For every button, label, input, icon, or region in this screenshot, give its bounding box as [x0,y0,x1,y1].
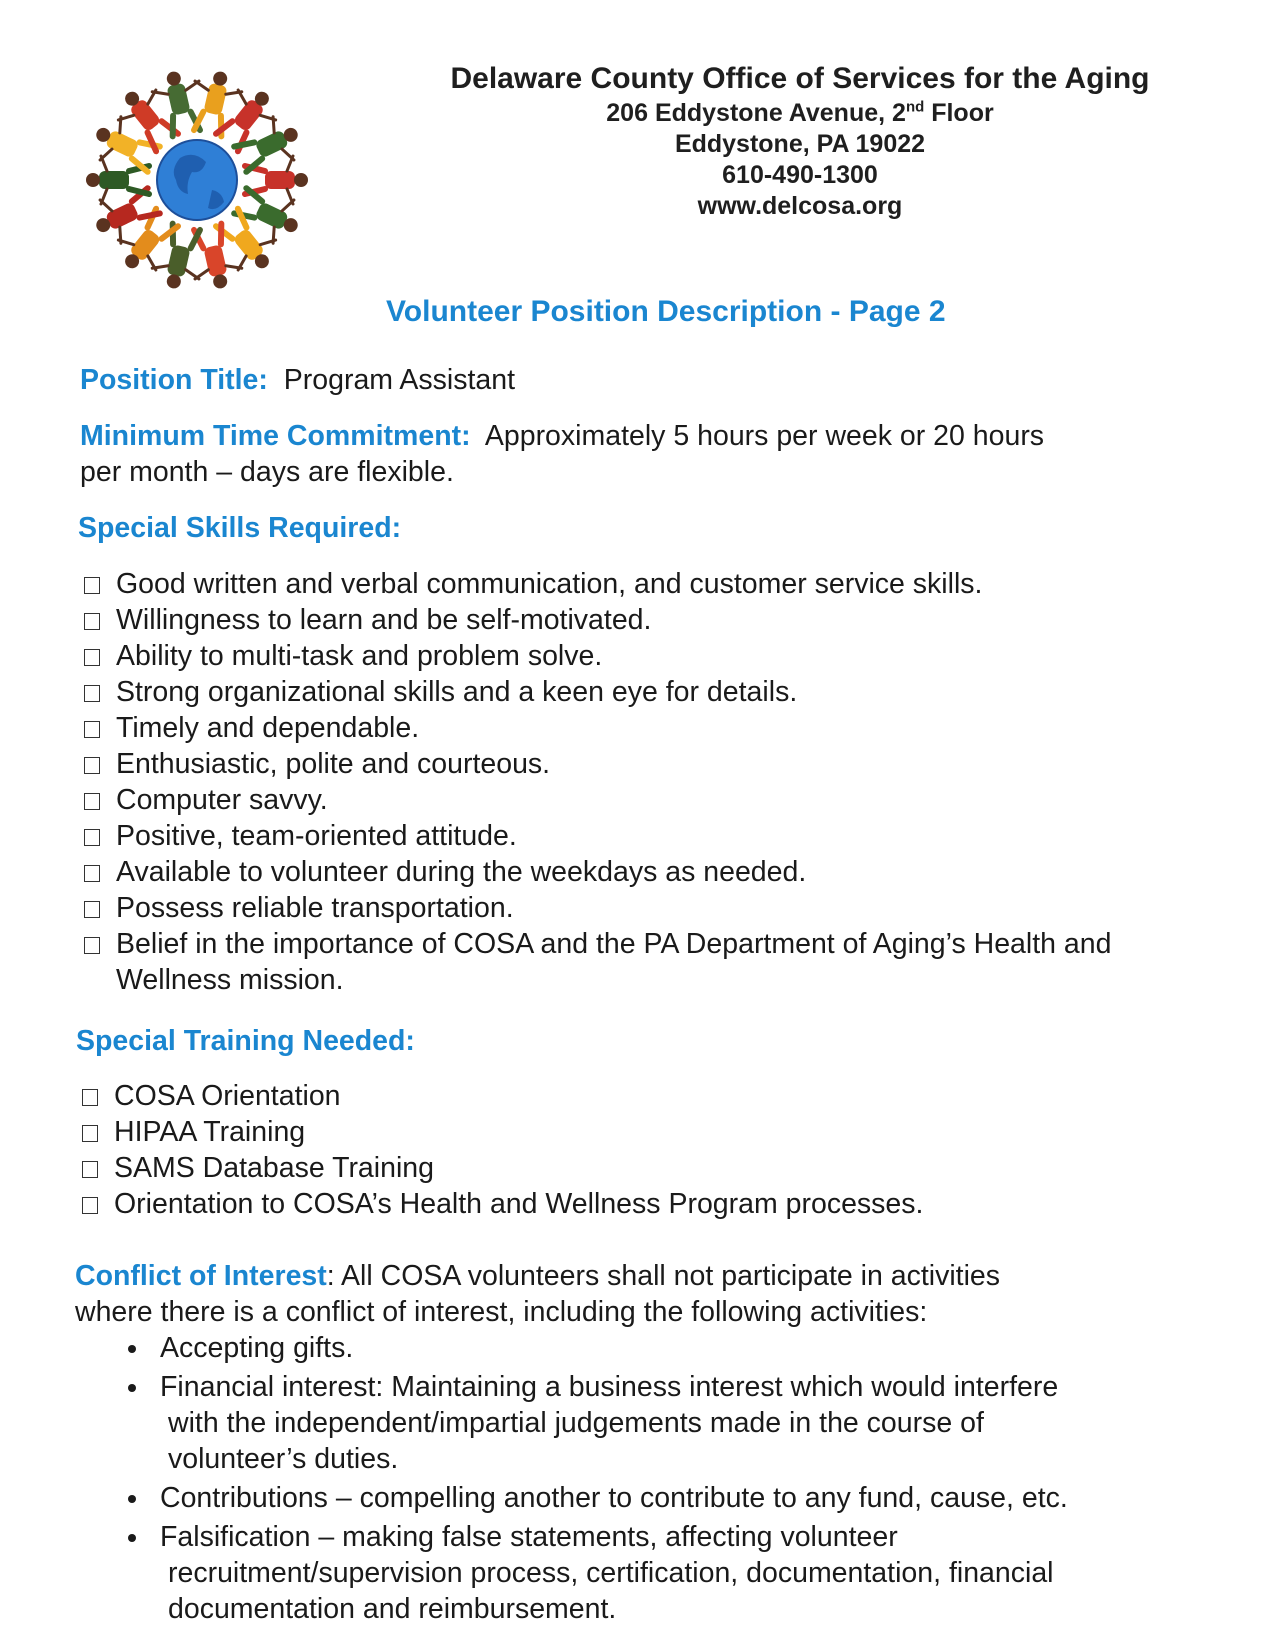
training-item [80,1114,1220,1150]
skill-item [82,638,1222,674]
skill-item [82,854,1222,890]
skill-item-text: Good written and verbal communication, and customer service skills. [116,568,983,600]
skill-item [82,746,1222,782]
training-item [80,1078,1220,1114]
checkbox-icon [84,577,100,594]
conflict-activity-text: Falsification – making false statements, affecting volunteer [160,1521,898,1553]
conflict-of-interest-intro [75,1258,1225,1330]
skill-item-text: Timely and dependable. [116,712,420,744]
bullet-icon [128,1384,136,1392]
position-title-label: Position Title: [80,364,268,396]
minimum-time-value-line2: per month – days are flexible. [80,456,454,488]
skill-item [82,890,1222,926]
conflict-intro-line2: where there is a conflict of interest, including the following activities: [75,1296,928,1328]
organization-header [400,62,1200,222]
conflict-activities-list [150,1330,1210,1630]
training-item-text: HIPAA Training [114,1116,306,1148]
skill-item-text: Ability to multi-task and problem solve. [116,640,603,672]
skill-item-text: Belief in the importance of COSA and the PA Department of Aging’s Health and Wellness mission. [116,928,1112,996]
document-title: Volunteer Position Description - Page 2 [386,295,946,328]
conflict-activity-item [150,1330,1210,1366]
checkbox-icon [84,685,100,702]
organization-street-address: 206 Eddystone Avenue, 2nd Floor [606,98,994,127]
special-training-heading: Special Training Needed: [76,1025,415,1057]
organization-website: www.delcosa.org [697,192,903,220]
position-title-value: Program Assistant [283,364,516,396]
skill-item [82,602,1222,638]
minimum-time-value-line1: Approximately 5 hours per week or 20 hours [484,420,1045,452]
skill-item [82,566,1222,602]
checkbox-icon [84,613,100,630]
checkbox-icon [82,1161,98,1178]
skill-item-text: Willingness to learn and be self-motivated. [116,604,652,636]
checkbox-icon [84,865,100,882]
conflict-activity-text: Accepting gifts. [160,1332,354,1364]
conflict-intro-line1: : All COSA volunteers shall not participate in activities [326,1260,1001,1292]
skill-item-text: Positive, team-oriented attitude. [116,820,517,852]
checkbox-icon [84,937,100,954]
bullet-icon [128,1534,136,1542]
person-figure-icon [184,221,245,293]
conflict-activity-item [150,1519,1210,1627]
organization-name: Delaware County Office of Services for the Aging [450,62,1150,95]
minimum-time-label: Minimum Time Commitment: [80,420,471,452]
globe-with-people-circle-icon [52,40,352,340]
skill-item-text: Available to volunteer during the weekdays as needed. [116,856,807,888]
checkbox-icon [84,793,100,810]
special-skills-heading: Special Skills Required: [78,512,402,544]
training-item-text: SAMS Database Training [114,1152,434,1184]
training-item-text: COSA Orientation [114,1080,341,1112]
skill-item-text: Computer savvy. [116,784,328,816]
organization-phone: 610-490-1300 [722,161,878,189]
conflict-activity-text: Contributions – compelling another to contribute to any fund, cause, etc. [160,1482,1068,1514]
bullet-icon [128,1495,136,1503]
checkbox-icon [82,1089,98,1106]
conflict-activity-item [150,1480,1210,1516]
conflict-of-interest-label: Conflict of Interest [75,1260,327,1292]
organization-city: Eddystone, PA 19022 [674,130,926,158]
checkbox-icon [82,1125,98,1142]
skill-item [82,674,1222,710]
checkbox-icon [84,757,100,774]
minimum-time-commitment [80,418,1200,490]
conflict-activity-continuation: volunteer’s duties. [168,1443,399,1475]
person-figure-icon [149,221,210,293]
conflict-activity-continuation: with the independent/impartial judgements made in the course of [168,1407,984,1439]
special-skills-list [82,566,1222,998]
checkbox-icon [84,649,100,666]
conflict-activity-continuation: documentation and reimbursement. [168,1593,617,1625]
checkbox-icon [84,829,100,846]
skill-item [82,926,1222,998]
skill-item-text: Enthusiastic, polite and courteous. [116,748,551,780]
training-item [80,1150,1220,1186]
skill-item [82,818,1222,854]
checkbox-icon [84,901,100,918]
bullet-icon [128,1345,136,1353]
skill-item-text: Possess reliable transportation. [116,892,514,924]
skill-item-text: Strong organizational skills and a keen eye for details. [116,676,798,708]
person-figure-icon [149,66,210,138]
checkbox-icon [84,721,100,738]
training-item [80,1186,1220,1222]
conflict-activity-item [150,1369,1210,1477]
position-title-row [80,362,1230,398]
conflict-activity-text: Financial interest: Maintaining a business interest which would interfere [160,1371,1059,1403]
person-figure-icon [184,66,245,138]
skill-item [82,710,1222,746]
skill-item [82,782,1222,818]
conflict-activity-continuation: recruitment/supervision process, certification, documentation, financial [168,1557,1054,1589]
special-training-list [80,1078,1220,1222]
training-item-text: Orientation to COSA’s Health and Wellness Program processes. [114,1188,924,1220]
globe-icon [157,140,237,220]
checkbox-icon [82,1197,98,1214]
